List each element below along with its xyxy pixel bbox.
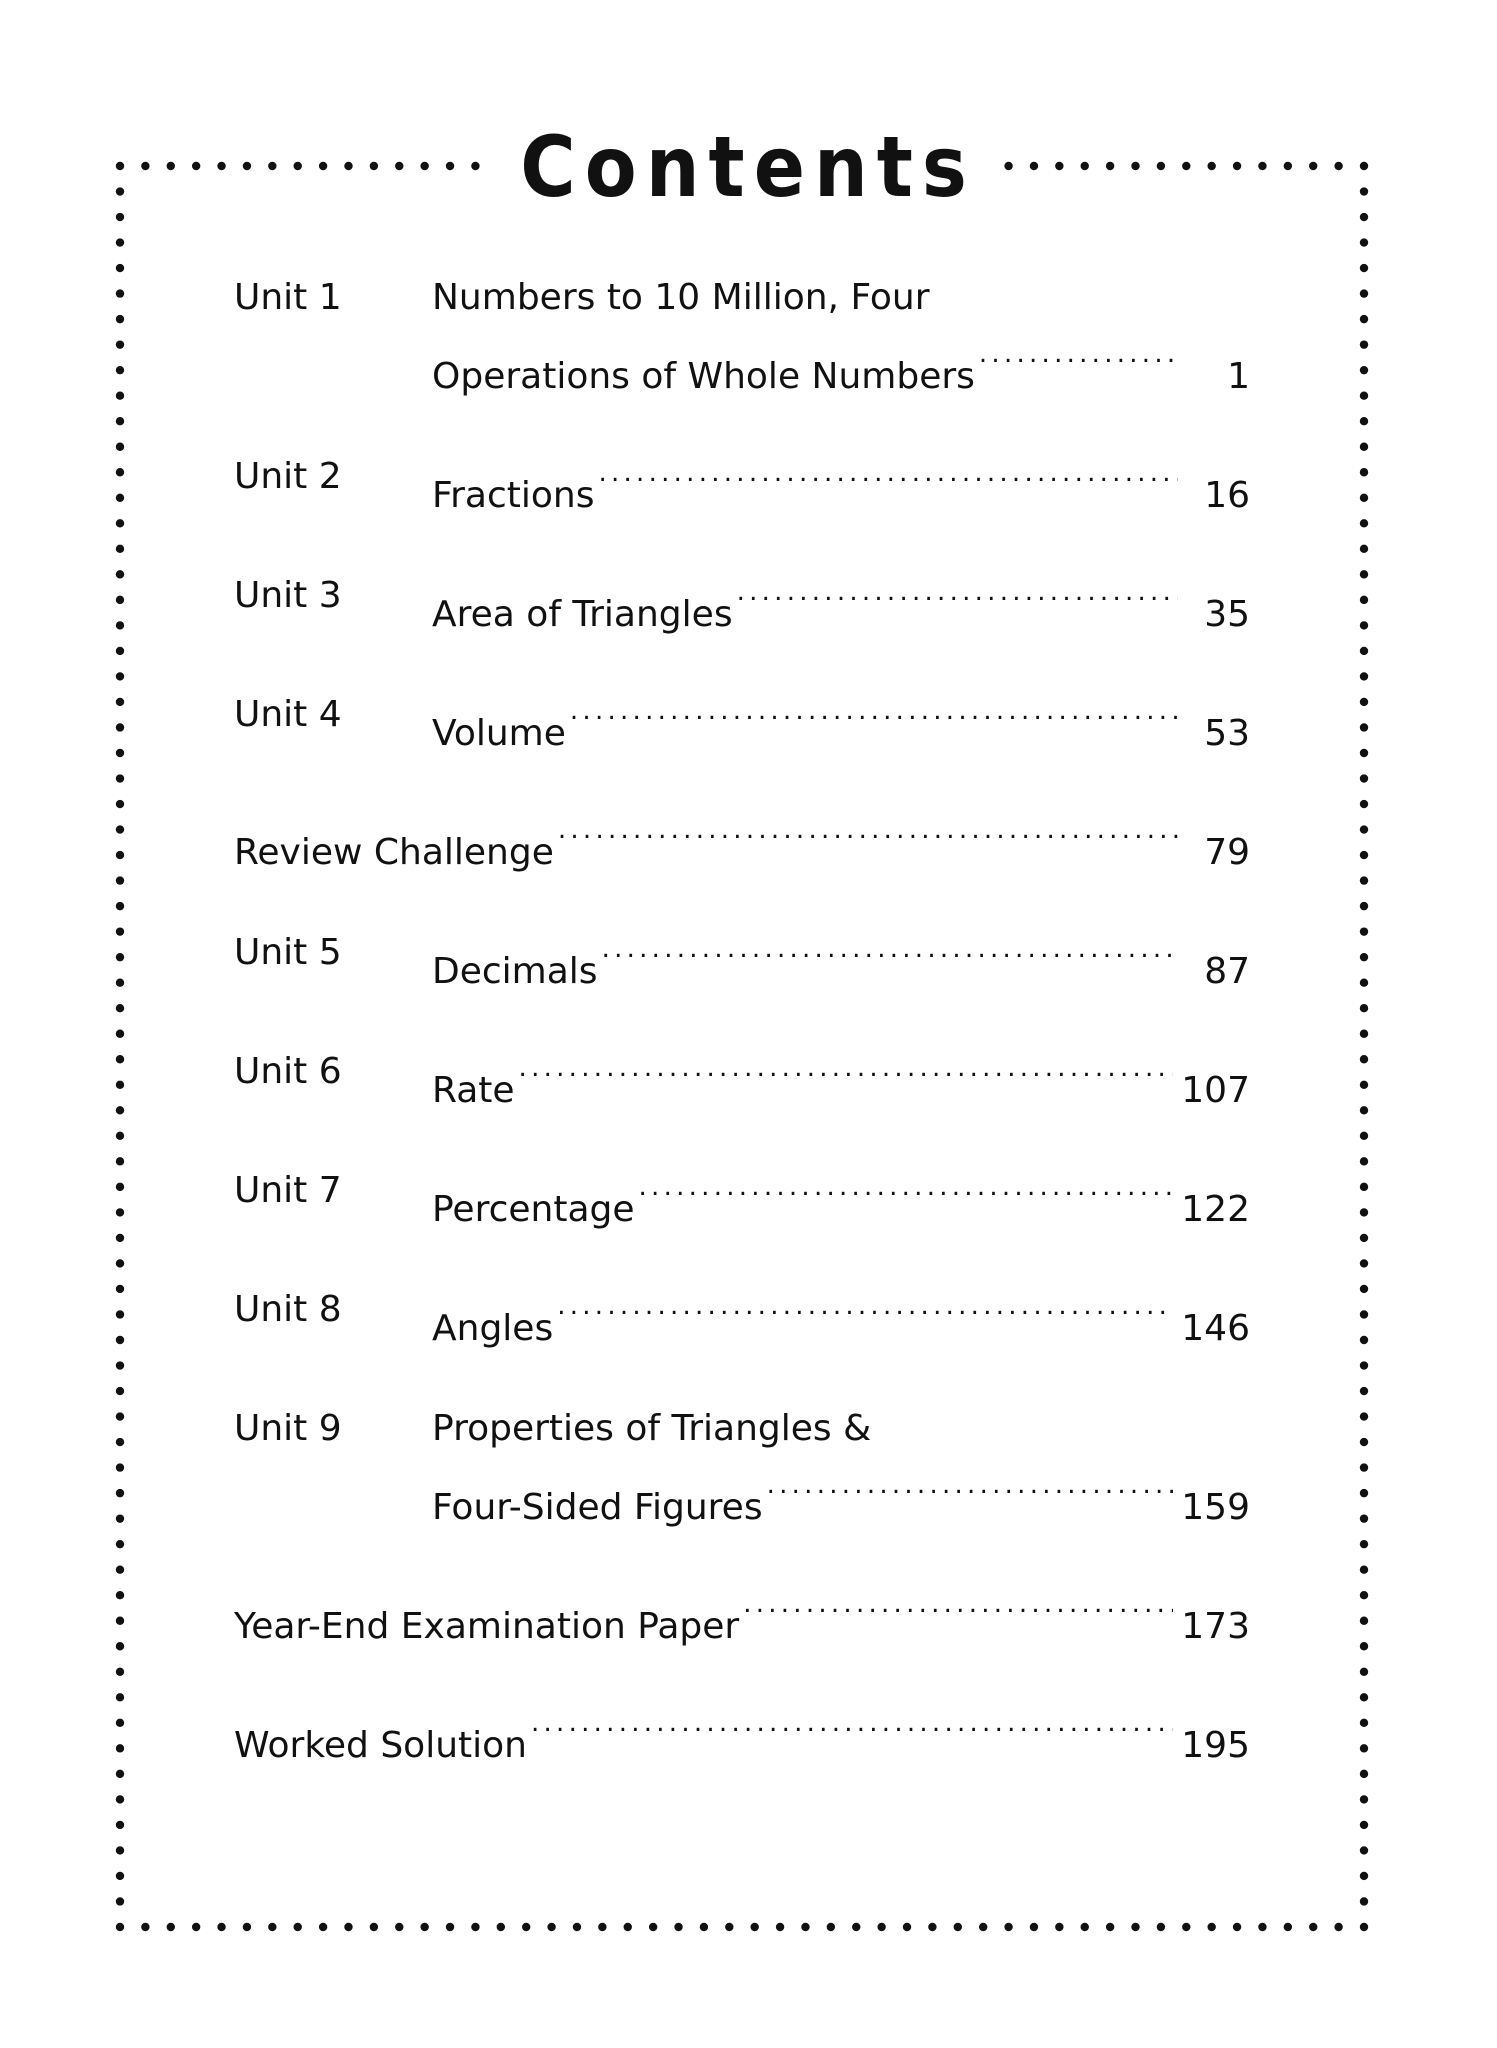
border-dot [1360, 1208, 1368, 1216]
border-dot [116, 1489, 124, 1497]
border-dot [1360, 1234, 1368, 1242]
border-dot [598, 1923, 606, 1931]
toc-line [432, 268, 1250, 328]
border-dot [116, 749, 124, 757]
toc-unit-label: Unit 4 [234, 694, 342, 735]
toc-line [432, 1399, 1250, 1459]
border-dot [116, 1030, 124, 1038]
border-dot [1360, 749, 1368, 757]
border-dot [1360, 978, 1368, 986]
border-dot [1360, 519, 1368, 527]
border-dot [1360, 647, 1368, 655]
border-dot [1157, 1923, 1165, 1931]
border-dot [116, 1923, 124, 1931]
border-dot [116, 238, 124, 246]
border-dot [903, 1923, 911, 1931]
toc-unit-label: Unit 1 [234, 277, 342, 318]
border-dot [116, 366, 124, 374]
border-dot [776, 1923, 784, 1931]
border-dot [1360, 902, 1368, 910]
border-dot [700, 1923, 708, 1931]
border-dot [649, 1923, 657, 1931]
toc-page-number: 159 [1181, 1487, 1250, 1528]
toc-entry-title: Percentage [432, 1189, 635, 1230]
toc-line [432, 1280, 1250, 1349]
border-dot [1360, 1821, 1368, 1829]
dot-leader [602, 923, 1178, 983]
toc-line [432, 1042, 1250, 1111]
border-dot [1360, 621, 1368, 629]
border-dot [471, 1923, 479, 1931]
border-dot [116, 1846, 124, 1854]
dot-leader [570, 685, 1178, 745]
border-dot [116, 1259, 124, 1267]
border-dot [116, 851, 124, 859]
toc-entry-text [432, 1280, 1250, 1349]
border-dot [116, 443, 124, 451]
border-dot [116, 1668, 124, 1676]
border-dot [1360, 1157, 1368, 1165]
toc-unit-label: Unit 3 [234, 575, 342, 616]
border-dot [116, 1234, 124, 1242]
toc-entry-title: Fractions [432, 475, 595, 516]
toc-entry-text [234, 804, 1250, 873]
toc-entry-title: Operations of Whole Numbers [432, 356, 975, 397]
border-dot [116, 876, 124, 884]
border-dot [1360, 1693, 1368, 1701]
border-dot [1360, 876, 1368, 884]
border-dot [116, 545, 124, 553]
border-dot [827, 1923, 835, 1931]
border-dot [116, 1361, 124, 1369]
border-dot [217, 1923, 225, 1931]
toc-entry-title: Four-Sided Figures [432, 1487, 763, 1528]
border-dot [1360, 570, 1368, 578]
border-dot [116, 1540, 124, 1548]
border-dot [1131, 1923, 1139, 1931]
border-dot [116, 264, 124, 272]
border-dot [1360, 1412, 1368, 1420]
border-dot [852, 1923, 860, 1931]
border-dot [294, 1923, 302, 1931]
border-dot [116, 1719, 124, 1727]
dot-leader [737, 566, 1178, 626]
toc-entry-title: Decimals [432, 951, 598, 992]
border-dot [1360, 1259, 1368, 1267]
toc-page-number: 107 [1181, 1070, 1250, 1111]
border-dot [116, 391, 124, 399]
border-dot [116, 774, 124, 782]
border-dot [1360, 1719, 1368, 1727]
toc-entry-title: Rate [432, 1070, 515, 1111]
toc-page-number: 16 [1204, 475, 1250, 516]
border-dot [116, 825, 124, 833]
border-dot [116, 800, 124, 808]
border-dot [243, 1923, 251, 1931]
border-dot [1360, 468, 1368, 476]
toc-line [432, 328, 1250, 397]
dot-leader [598, 447, 1178, 507]
toc-unit-label: Unit 2 [234, 456, 342, 497]
toc-entry-text [432, 447, 1250, 516]
toc-line [234, 1578, 1250, 1647]
border-dot [1360, 1872, 1368, 1880]
border-dot [1360, 1030, 1368, 1038]
border-dot [116, 978, 124, 986]
toc-entry-title: Review Challenge [234, 832, 554, 873]
border-dot [1360, 596, 1368, 604]
dot-leader [557, 1280, 1173, 1340]
border-dot [116, 1744, 124, 1752]
toc-entry-text [432, 923, 1250, 992]
border-dot [116, 1795, 124, 1803]
page-title-text: Contents [495, 112, 1001, 222]
border-dot [1360, 1668, 1368, 1676]
toc-line [432, 923, 1250, 992]
border-dot [344, 1923, 352, 1931]
border-dot [1360, 1846, 1368, 1854]
border-dot [1360, 391, 1368, 399]
toc-entry-text [432, 1399, 1250, 1528]
border-dot [1360, 672, 1368, 680]
border-dot [1360, 1055, 1368, 1063]
border-dot [1360, 927, 1368, 935]
border-dot [116, 1872, 124, 1880]
toc-line [432, 685, 1250, 754]
border-dot [547, 1923, 555, 1931]
toc-page-number: 122 [1181, 1189, 1250, 1230]
border-dot [116, 1565, 124, 1573]
border-dot [116, 927, 124, 935]
toc-line [234, 804, 1250, 873]
toc-entry-text [432, 268, 1250, 397]
border-dot [116, 953, 124, 961]
toc-entry-title: Numbers to 10 Million, Four [432, 277, 930, 318]
border-dot [116, 1821, 124, 1829]
border-dot [116, 698, 124, 706]
border-dot [1360, 800, 1368, 808]
border-dot [116, 621, 124, 629]
border-dot [1284, 1923, 1292, 1931]
border-dot [1360, 1617, 1368, 1625]
border-dot [1030, 1923, 1038, 1931]
toc-entry-text [432, 1042, 1250, 1111]
toc-unit-label: Unit 9 [234, 1408, 342, 1449]
border-dot [1360, 1463, 1368, 1471]
border-dot [116, 1055, 124, 1063]
border-dot [116, 570, 124, 578]
border-dot [1360, 443, 1368, 451]
border-dot [446, 1923, 454, 1931]
toc-entry-title: Volume [432, 713, 566, 754]
border-dot [674, 1923, 682, 1931]
border-dot [116, 596, 124, 604]
border-dot [1360, 1438, 1368, 1446]
border-dot [1360, 1285, 1368, 1293]
border-dot [116, 1285, 124, 1293]
toc-page-number: 79 [1204, 832, 1250, 873]
border-dot [1360, 1514, 1368, 1522]
border-dot [1258, 1923, 1266, 1931]
border-dot [1360, 1770, 1368, 1778]
border-dot [116, 1693, 124, 1701]
toc-line [432, 1161, 1250, 1230]
border-dot [877, 1923, 885, 1931]
toc-page-number: 1 [1227, 356, 1250, 397]
toc-page-number: 87 [1204, 951, 1250, 992]
border-dot [1360, 1540, 1368, 1548]
border-dot [116, 519, 124, 527]
toc-entry-title: Worked Solution [234, 1725, 527, 1766]
border-dot [1360, 1132, 1368, 1140]
border-dot [116, 1770, 124, 1778]
toc-entry-title: Year-End Examination Paper [234, 1606, 740, 1647]
dot-leader [531, 1697, 1173, 1757]
border-dot [1360, 545, 1368, 553]
border-dot [370, 1923, 378, 1931]
border-dot [1360, 366, 1368, 374]
border-dot [116, 902, 124, 910]
toc-unit-label: Unit 8 [234, 1289, 342, 1330]
border-dot [573, 1923, 581, 1931]
dot-leader [558, 804, 1178, 864]
border-dot [116, 1157, 124, 1165]
border-dot [1360, 417, 1368, 425]
border-dot [1182, 1923, 1190, 1931]
border-dot [141, 1923, 149, 1931]
border-dot [116, 494, 124, 502]
border-dot [116, 1183, 124, 1191]
toc-line [432, 566, 1250, 635]
toc-unit-label: Unit 7 [234, 1170, 342, 1211]
border-dot [116, 1310, 124, 1318]
border-dot [801, 1923, 809, 1931]
border-dot [1360, 1183, 1368, 1191]
border-dot [1360, 1081, 1368, 1089]
border-dot [1360, 698, 1368, 706]
border-dot [1081, 1923, 1089, 1931]
border-dot [116, 1642, 124, 1650]
border-dot [116, 723, 124, 731]
dot-leader [979, 328, 1178, 388]
border-dot [1360, 1004, 1368, 1012]
border-dot [116, 1208, 124, 1216]
border-dot [116, 1514, 124, 1522]
toc-entry-text [234, 1697, 1250, 1766]
border-dot [116, 1387, 124, 1395]
border-dot [116, 1591, 124, 1599]
border-dot [395, 1923, 403, 1931]
border-dot [1360, 1310, 1368, 1318]
toc-entry-text [432, 566, 1250, 635]
toc-page-number: 146 [1181, 1308, 1250, 1349]
border-dot [1360, 1565, 1368, 1573]
dot-leader [767, 1459, 1174, 1519]
dot-leader [519, 1042, 1174, 1102]
toc-line [432, 447, 1250, 516]
toc-page-number: 173 [1181, 1606, 1250, 1647]
toc-page-number: 195 [1181, 1725, 1250, 1766]
border-dot [725, 1923, 733, 1931]
border-dot [116, 672, 124, 680]
border-dot [928, 1923, 936, 1931]
toc-line [432, 1459, 1250, 1528]
border-dot [1360, 1591, 1368, 1599]
border-dot [116, 315, 124, 323]
border-dot [1360, 1642, 1368, 1650]
border-dot [116, 1004, 124, 1012]
toc-entry-text [432, 1161, 1250, 1230]
border-dot [1360, 1744, 1368, 1752]
border-dot [1360, 1923, 1368, 1931]
border-dot [1360, 953, 1368, 961]
border-dot [167, 1923, 175, 1931]
border-dot [522, 1923, 530, 1931]
toc-page-number: 35 [1204, 594, 1250, 635]
border-dot [116, 1897, 124, 1905]
toc-line [234, 1697, 1250, 1766]
border-dot [192, 1923, 200, 1931]
border-dot [1360, 825, 1368, 833]
border-dot [1360, 851, 1368, 859]
toc-entry-title: Properties of Triangles & [432, 1408, 872, 1449]
toc-entry-text [432, 685, 1250, 754]
border-dot [1360, 1106, 1368, 1114]
border-dot [116, 647, 124, 655]
border-dot [116, 1132, 124, 1140]
border-dot [116, 1106, 124, 1114]
toc-entry-text [234, 1578, 1250, 1647]
border-dot [268, 1923, 276, 1931]
border-dot [1360, 340, 1368, 348]
border-dot [954, 1923, 962, 1931]
border-dot [1360, 289, 1368, 297]
border-dot [1360, 238, 1368, 246]
border-dot [319, 1923, 327, 1931]
border-dot [116, 1412, 124, 1420]
border-dot [1360, 1336, 1368, 1344]
border-dot [1360, 494, 1368, 502]
border-dot [116, 1463, 124, 1471]
border-dot [116, 340, 124, 348]
border-dot [116, 1336, 124, 1344]
toc-unit-label: Unit 5 [234, 932, 342, 973]
border-dot [116, 417, 124, 425]
border-dot [1360, 1897, 1368, 1905]
border-dot [750, 1923, 758, 1931]
border-dot [116, 1438, 124, 1446]
border-dot [1360, 1489, 1368, 1497]
border-dot [624, 1923, 632, 1931]
border-dot [1055, 1923, 1063, 1931]
dot-leader [743, 1578, 1173, 1638]
border-dot [1233, 1923, 1241, 1931]
border-dot [116, 1081, 124, 1089]
toc-entry-title: Area of Triangles [432, 594, 733, 635]
toc-entry-title: Angles [432, 1308, 554, 1349]
border-dot [1334, 1923, 1342, 1931]
page-title [0, 112, 1497, 222]
border-dot [1360, 1361, 1368, 1369]
border-dot [1207, 1923, 1215, 1931]
border-dot [1360, 315, 1368, 323]
border-dot [1106, 1923, 1114, 1931]
border-dot [1360, 1795, 1368, 1803]
border-dot [420, 1923, 428, 1931]
border-dot [1004, 1923, 1012, 1931]
dot-leader [639, 1161, 1174, 1221]
border-dot [1309, 1923, 1317, 1931]
border-dot [116, 468, 124, 476]
toc-page-number: 53 [1204, 713, 1250, 754]
border-dot [116, 1617, 124, 1625]
border-dot [979, 1923, 987, 1931]
border-dot [1360, 1387, 1368, 1395]
toc-unit-label: Unit 6 [234, 1051, 342, 1092]
border-dot [1360, 774, 1368, 782]
border-dot [1360, 723, 1368, 731]
border-dot [1360, 264, 1368, 272]
border-dot [497, 1923, 505, 1931]
border-dot [116, 289, 124, 297]
